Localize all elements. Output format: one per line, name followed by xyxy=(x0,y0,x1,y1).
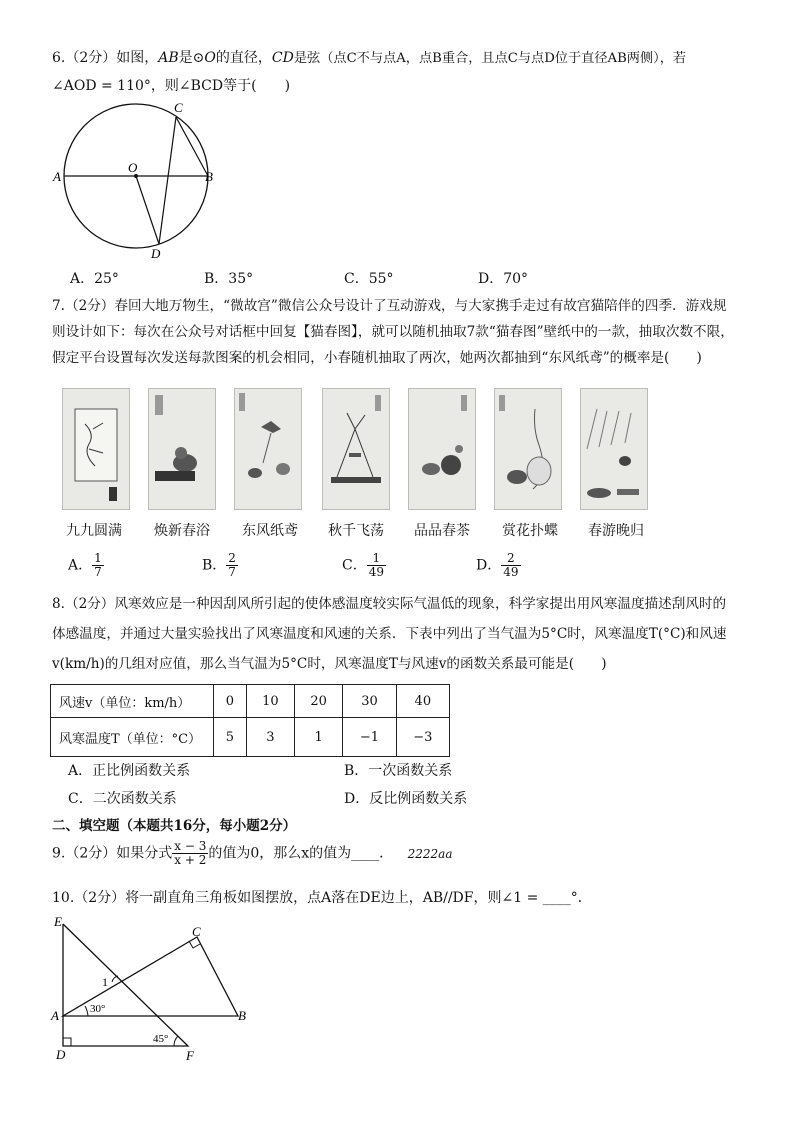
triangle-def xyxy=(63,924,188,1046)
caption-jiujiu: 九九圆满 xyxy=(66,523,122,539)
label-f: F xyxy=(186,1048,194,1063)
table-head-wind-speed: 风速v（单位：km/h） xyxy=(51,685,214,718)
wallpaper-jiujiu xyxy=(62,388,130,510)
label-d: D xyxy=(151,246,161,261)
q7-stem-line2: 则设计如下：每次在公众号对话框中回复【猫春图】，就可以随机抽取7款“猫春图”壁纸中的一款，抽取次数不限， xyxy=(52,324,734,340)
table-cell: 0 xyxy=(214,685,247,718)
caption-qiuqian: 秋千飞荡 xyxy=(328,523,384,539)
segment-od xyxy=(136,176,159,244)
table-cell: 1 xyxy=(295,718,343,757)
q8-option-c[interactable]: C．二次函数关系 xyxy=(68,791,177,807)
q9-stray-text: 2222aa xyxy=(407,846,453,861)
wallpaper-pinpin xyxy=(408,388,476,510)
q6-stem-line1: 6.（2分）如图，AB是⊙O的直径，CD是弦（点C不与点A，点B重合，且点C与点D位于直径AB两侧），若 xyxy=(52,50,687,66)
label-o: O xyxy=(128,160,138,175)
caption-huanxin: 焕新春浴 xyxy=(154,523,210,539)
chord-cd xyxy=(159,117,176,244)
q7-option-d[interactable]: D． $\frac{2}{49}$ xyxy=(476,551,519,579)
table-cell: 20 xyxy=(295,685,343,718)
angle-45-arc xyxy=(174,1036,178,1046)
caption-pinpin: 品品春茶 xyxy=(414,523,470,539)
q8-stem-line3: v(km/h)的几组对应值，那么当气温为5°C时，风寒温度T与风速v的函数关系最可能是( ) xyxy=(52,656,607,672)
table-cell: 3 xyxy=(246,718,294,757)
q8-option-d[interactable]: D．反比例函数关系 xyxy=(344,791,468,807)
q7-option-a[interactable]: A． $\frac{1}{7}$ xyxy=(68,551,102,579)
table-cell: 10 xyxy=(246,685,294,718)
label-angle-30: 30° xyxy=(90,1003,106,1015)
label-c: C xyxy=(174,100,183,115)
q6-option-a[interactable]: A．25° xyxy=(70,271,119,287)
table-cell: −1 xyxy=(343,718,396,757)
q8-option-b[interactable]: B．一次函数关系 xyxy=(344,763,453,779)
label-e: E xyxy=(54,914,62,929)
right-angle-c xyxy=(189,941,200,948)
label-b: B xyxy=(238,1008,246,1023)
wind-chill-table xyxy=(50,684,450,757)
q7-stem-line3: 假定平台设置每次发送每款图案的机会相同，小春随机抽取了两次，她两次都抽到“东风纸鸢”的概率是( ) xyxy=(52,350,702,366)
table-cell: −3 xyxy=(396,718,449,757)
wallpaper-huanxin xyxy=(148,388,216,510)
table-row xyxy=(51,718,450,757)
label-angle-1: 1 xyxy=(102,975,108,989)
label-c: C xyxy=(192,924,201,939)
q10-triangle-figure xyxy=(48,914,278,1074)
q6-option-c[interactable]: C．55° xyxy=(344,271,394,287)
caption-chunyou: 春游晚归 xyxy=(588,523,644,539)
q8-stem-line2: 体感温度，并通过大量实验找出了风寒温度和风速的关系．下表中列出了当气温为5°C时，风寒温度T(°C)和风速 xyxy=(52,626,727,642)
q7-option-c[interactable]: C． $\frac{1}{49}$ xyxy=(342,551,384,579)
segment-cb xyxy=(176,117,208,176)
table-cell: 40 xyxy=(396,685,449,718)
wallpaper-qiuqian xyxy=(322,388,390,510)
caption-dongfeng: 东风纸鸢 xyxy=(242,523,298,539)
q10-stem: 10.（2分）将一副直角三角板如图摆放，点A落在DE边上，AB//DF，则∠1 = ____°． xyxy=(52,890,592,906)
label-b: B xyxy=(205,169,213,184)
q7-stem-line1: 7.（2分）春回大地万物生，“微故宫”微信公众号设计了互动游戏，与大家携手走过有故宫猫陪伴的四季．游戏规 xyxy=(52,298,727,314)
right-angle-d xyxy=(63,1038,71,1046)
table-cell: 30 xyxy=(343,685,396,718)
table-head-wind-chill: 风寒温度T（单位：°C） xyxy=(51,718,214,757)
wallpaper-dongfeng xyxy=(234,388,302,510)
q7-option-b[interactable]: B． $\frac{2}{7}$ xyxy=(202,551,236,579)
q8-option-a[interactable]: A．正比例函数关系 xyxy=(68,763,191,779)
q9-stem: 9.（2分）如果分式 $\frac{x - 3}{x + 2}$ 的值为0，那么x的值为____． 2222aa xyxy=(52,839,453,867)
label-d: D xyxy=(56,1047,66,1062)
q6-option-d[interactable]: D．70° xyxy=(478,271,529,287)
q6-stem-line2: ∠AOD = 110°，则∠BCD等于( ) xyxy=(52,78,291,94)
table-row xyxy=(51,685,450,718)
section-heading-fill-in: 二、填空题（本题共16分，每小题2分） xyxy=(52,818,297,834)
angle-30-arc xyxy=(85,1006,88,1016)
q6-option-b[interactable]: B．35° xyxy=(204,271,254,287)
q8-stem-line1: 8.（2分）风寒效应是一种因刮风所引起的使体感温度较实际气温低的现象，科学家提出用风寒温度描述刮风时的 xyxy=(52,596,727,612)
table-cell: 5 xyxy=(214,718,247,757)
wallpaper-chunyou xyxy=(580,388,648,510)
label-a: A xyxy=(53,169,61,184)
label-a: A xyxy=(51,1008,59,1023)
caption-shanghua: 赏花扑蝶 xyxy=(502,523,558,539)
wallpaper-shanghua xyxy=(494,388,562,510)
q6-circle-figure xyxy=(50,100,230,265)
label-angle-45: 45° xyxy=(153,1033,169,1045)
